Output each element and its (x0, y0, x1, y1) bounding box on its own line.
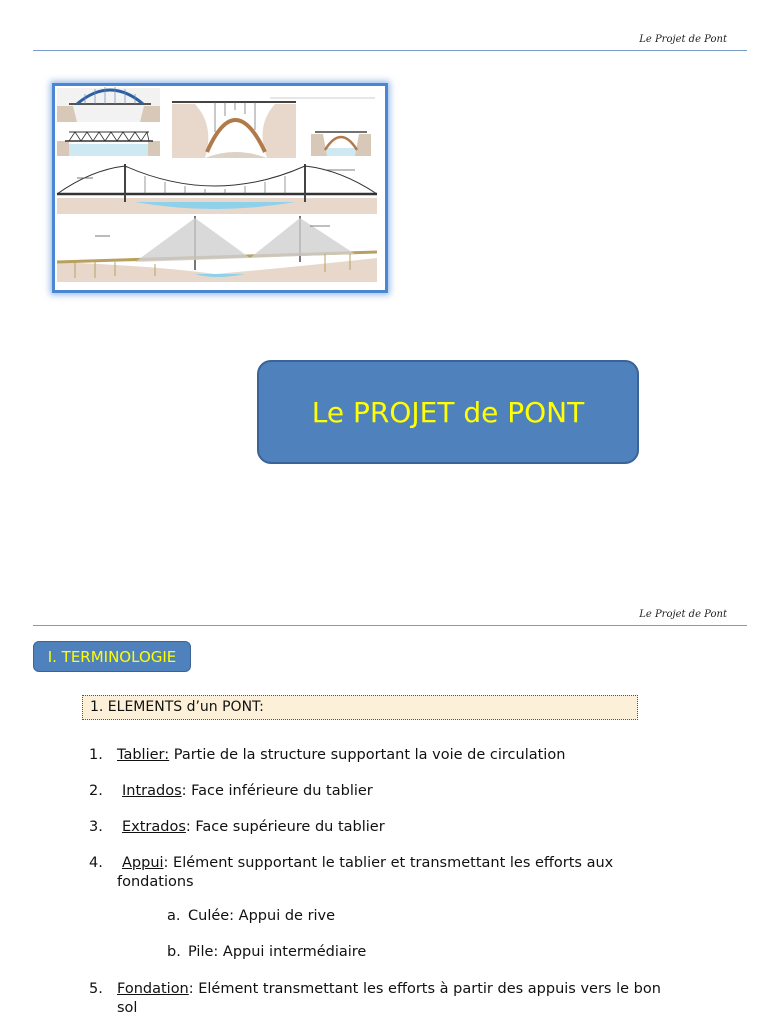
sub-list-item-letter: a. (167, 908, 181, 924)
subsection-heading-box: 1. ELEMENTS d’un PONT: (82, 695, 638, 720)
list-item-number: 5. (89, 981, 103, 997)
bridge-types-illustration (55, 86, 379, 284)
running-header-title: Le Projet de Pont (639, 34, 727, 45)
arch-bridge-drawing (57, 87, 160, 122)
term-definition: : Elément supportant le tablier et transmettant les efforts aux fondations (117, 855, 614, 890)
section-heading-label: I. TERMINOLOGIE (47, 647, 177, 666)
term-definition: : Face inférieure du tablier (181, 783, 373, 799)
term-definition: : Face supérieure du tablier (185, 819, 385, 835)
suspension-bridge-drawing (57, 164, 377, 214)
running-header-title: Le Projet de Pont (639, 609, 727, 620)
section-heading-badge (33, 641, 191, 672)
cable-stayed-bridge-drawing (57, 216, 377, 282)
running-header (33, 34, 747, 51)
term-name: Intrados (122, 783, 182, 799)
small-arch-bridge-drawing (311, 126, 371, 158)
list-item-number: 4. (89, 855, 103, 871)
cover-title: Le PROJET de PONT (311, 395, 585, 429)
term-definition: : Elément transmettant les efforts à partir des appuis vers le bon sol (117, 981, 661, 1016)
term-definition: Partie de la structure supportant la voie de circulation (169, 747, 566, 763)
list-item-number: 3. (89, 819, 103, 835)
term-name: Appui (122, 855, 164, 871)
cover-title-box (257, 360, 639, 464)
sub-list-item-letter: b. (167, 944, 181, 960)
running-header-page-2 (33, 609, 747, 626)
term-name: Fondation (117, 981, 189, 997)
sub-term-text: Pile: Appui intermédiaire (188, 944, 367, 960)
truss-bridge-drawing (57, 126, 160, 156)
term-name: Tablier: (117, 747, 170, 763)
list-item-number: 2. (89, 783, 103, 799)
sub-term-text: Culée: Appui de rive (188, 908, 336, 924)
term-name: Extrados (122, 819, 186, 835)
bridge-types-figure (52, 83, 388, 293)
list-item-number: 1. (89, 747, 103, 763)
